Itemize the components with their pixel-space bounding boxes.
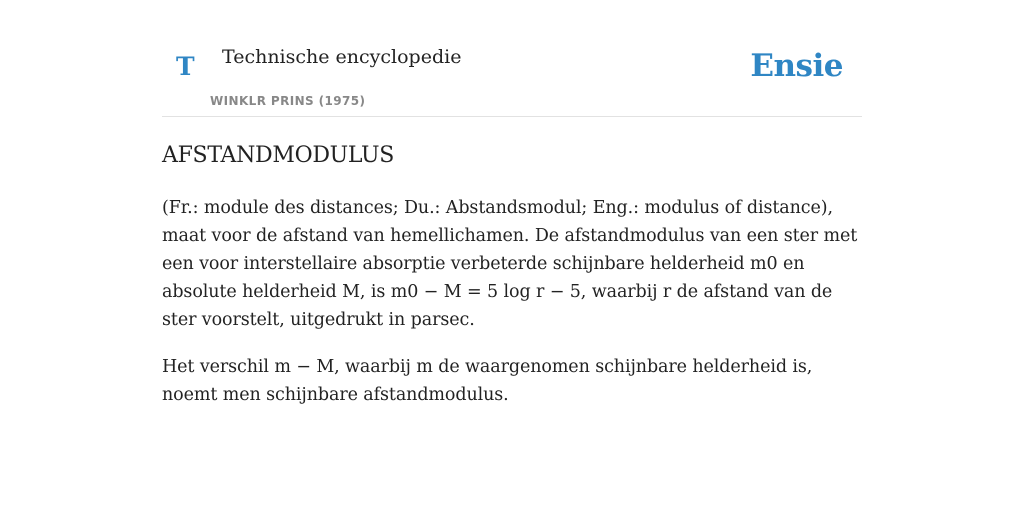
encyclopedia-header: [162, 0, 862, 117]
encyclopedia-logo-letter[interactable]: T: [176, 52, 195, 81]
entry-paragraph: Het verschil m − M, waarbij m de waargenomen schijnbare helderheid is, noemt men schijnbare afstandmodulus.: [162, 356, 813, 405]
article-page: [162, 0, 862, 409]
entry-paragraph: (Fr.: module des distances; Du.: Abstandsmodul; Eng.: modulus of distance), maat voor de afstand van hemellichamen. De afstandmodulus van een ster met een voor interstellaire absorptie verbeterde schijnbare helderheid m0 en absolute helderheid M, is m0 − M = 5 log r − 5, waarbij r de afstand van de ster voorstelt, uitgedrukt in parsec.: [162, 197, 858, 330]
encyclopedia-title-link[interactable]: Technische encyclopedie: [222, 46, 462, 68]
entry-title: AFSTANDMODULUS: [162, 143, 395, 168]
ensie-logo[interactable]: Ensie: [750, 48, 843, 84]
source-label: WINKLR PRINS (1975): [210, 94, 366, 108]
entry-body: [162, 194, 862, 409]
